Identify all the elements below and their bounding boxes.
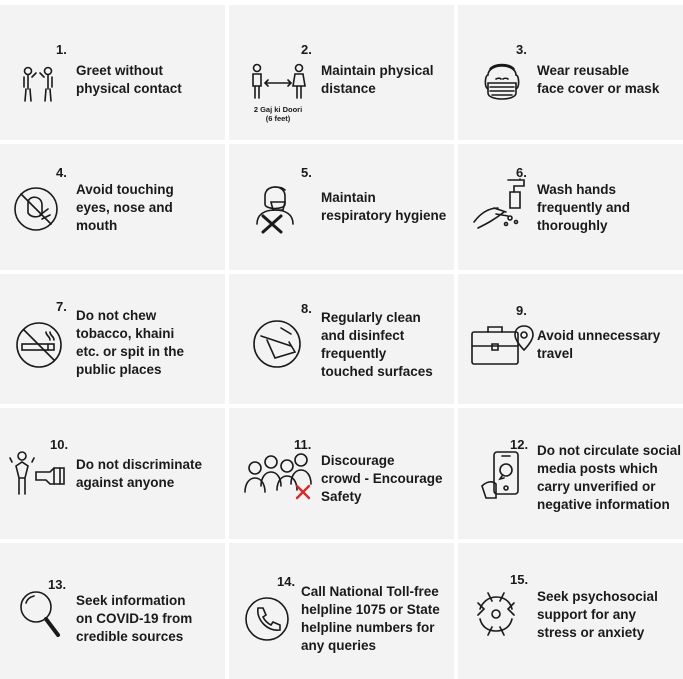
tip-number: 15. (510, 572, 529, 587)
tip-card-12 (458, 408, 683, 539)
disinfect-icon (251, 318, 303, 370)
tip-number: 4. (56, 165, 67, 180)
crowd-icon (241, 452, 317, 502)
tip-text: Avoid touching eyes, nose and mouth (76, 182, 174, 233)
distance-icon (249, 63, 307, 103)
tip-text: Do not chew tobacco, khaini etc. or spit in the public places (76, 308, 185, 377)
tip-number: 10. (50, 437, 69, 452)
tip-number: 2. (301, 42, 312, 57)
tip-text: Regularly clean and disinfect frequently touched surfaces (321, 310, 433, 379)
travel-icon (470, 322, 534, 366)
tip-text: Avoid unnecessary travel (537, 328, 661, 361)
cough-icon (251, 180, 299, 234)
tip-card-8 (229, 274, 454, 404)
discrimination-icon (8, 448, 74, 498)
tip-card-11 (229, 408, 454, 539)
tip-text: Maintain respiratory hygiene (321, 190, 447, 223)
tip-text: Maintain physical distance (321, 63, 434, 96)
tip-card-9 (458, 274, 683, 404)
wash-hands-icon (470, 178, 532, 232)
tip-number: 9. (516, 303, 527, 318)
tip-number: 3. (516, 42, 527, 57)
tip-number: 14. (277, 574, 296, 589)
no-smoking-icon (14, 320, 64, 370)
tip-card-14 (229, 543, 454, 679)
tip-text: Seek psychosocial support for any stress or anxiety (537, 589, 658, 640)
tip-text: Seek information on COVID-19 from credible sources (76, 593, 193, 644)
mask-icon (480, 57, 524, 107)
support-hands-icon (468, 589, 524, 639)
tip-text: Do not circulate social media posts which carry unverified or negative information (537, 443, 682, 512)
tip-card-7 (0, 274, 225, 404)
tip-text: Discourage crowd - Encourage Safety (321, 453, 443, 504)
tip-text: Wash hands frequently and thoroughly (537, 182, 631, 233)
tip-number: 6. (516, 165, 527, 180)
tip-card-13 (0, 543, 225, 679)
tip-card-4 (0, 144, 225, 270)
tip-number: 11. (294, 437, 312, 452)
tip-card-5 (229, 144, 454, 270)
tip-card-6 (458, 144, 683, 270)
tip-text: Wear reusable face cover or mask (537, 63, 660, 96)
tip-number: 13. (48, 577, 67, 592)
telephone-icon (243, 595, 291, 643)
tip-card-15 (458, 543, 683, 679)
greet-icon (18, 65, 60, 105)
tip-text: Do not discriminate against anyone (76, 457, 203, 490)
tip-number: 1. (56, 42, 67, 57)
phone-icon (480, 450, 530, 502)
tip-card-10 (0, 408, 225, 539)
tip-card-3 (458, 5, 683, 140)
tip-card-1 (0, 5, 225, 140)
tip-number: 8. (301, 301, 312, 316)
tip-card-2 (229, 5, 454, 140)
magnifier-icon (18, 589, 62, 641)
tip-number: 7. (56, 299, 67, 314)
tip-number: 5. (301, 165, 312, 180)
distance-caption: 2 Gaj ki Doori (6 feet) (253, 105, 303, 123)
no-touch-face-icon (12, 185, 60, 233)
tip-text: Greet without physical contact (76, 63, 182, 96)
tip-number: 12. (510, 437, 529, 452)
tip-text: Call National Toll-free helpline 1075 or State helpline numbers for any queries (301, 584, 440, 653)
